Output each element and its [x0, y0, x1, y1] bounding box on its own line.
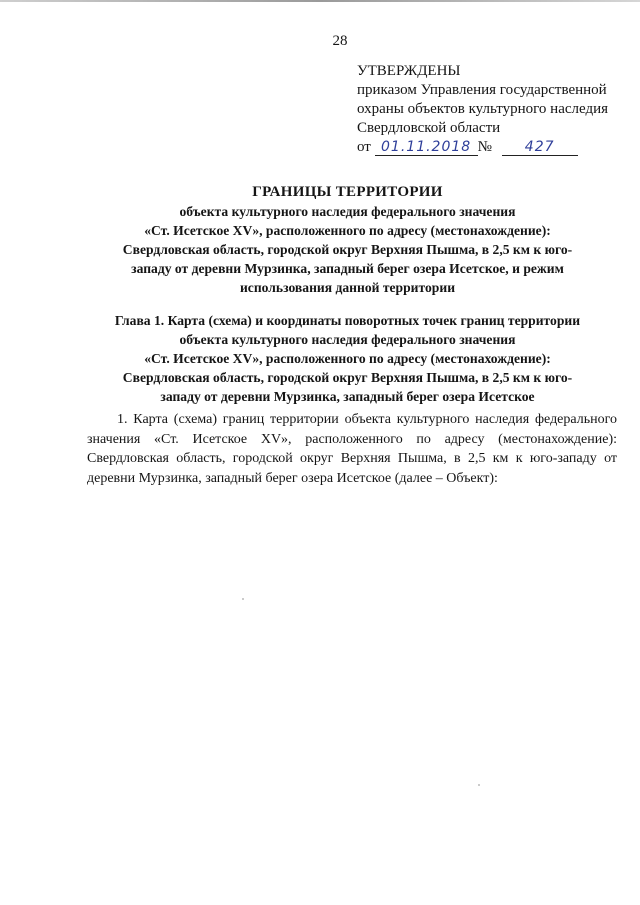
- approval-date-row: [357, 138, 632, 157]
- document-title: [80, 183, 615, 297]
- title-line: использования данной территории: [239, 280, 456, 295]
- page-number: 28: [332, 33, 348, 49]
- title-line: Свердловская область, городской округ Верхняя Пышма, в 2,5 км к юго-: [122, 242, 573, 257]
- approval-line-1: приказом Управления государственной: [357, 82, 607, 98]
- title-main: ГРАНИЦЫ ТЕРРИТОРИИ: [252, 184, 443, 200]
- title-line: объекта культурного наследия федерального значения: [179, 204, 516, 219]
- handwritten-order-number: 427: [502, 139, 578, 156]
- handwritten-date: 01.11.2018: [375, 139, 478, 156]
- paragraph-1: 1. Карта (схема) границ территории объекта культурного наследия федерального значения «Ст. Исетское XV», расположенного по адресу (местонахождение): Свердловская область, городской округ Верхняя Пышма, в 2,5 км к юго-западу от деревни Мурзинка, западный берег озера Исетское (далее – Объект):: [87, 412, 617, 486]
- approval-heading: УТВЕРЖДЕНЫ: [357, 63, 461, 79]
- scan-speck: [478, 784, 480, 786]
- chapter-line: объекта культурного наследия федерального значения: [179, 332, 516, 347]
- number-prefix: №: [477, 139, 492, 155]
- title-line: западу от деревни Мурзинка, западный берег озера Исетское, и режим: [131, 261, 564, 276]
- approval-line-3: Свердловской области: [357, 120, 501, 136]
- approval-stamp-block: [357, 62, 632, 157]
- chapter-line: западу от деревни Мурзинка, западный берег озера Исетское: [160, 389, 535, 404]
- chapter-heading: [80, 311, 615, 406]
- date-prefix: от: [357, 139, 371, 155]
- approval-line-2: охраны объектов культурного наследия: [357, 101, 609, 117]
- title-line: «Ст. Исетское XV», расположенного по адресу (местонахождение):: [144, 223, 551, 238]
- chapter-line: «Ст. Исетское XV», расположенного по адресу (местонахождение):: [144, 351, 551, 366]
- chapter-line: Глава 1. Карта (схема) и координаты поворотных точек границ территории: [114, 313, 581, 328]
- scan-speck: [242, 598, 244, 600]
- chapter-line: Свердловская область, городской округ Верхняя Пышма, в 2,5 км к юго-: [122, 370, 573, 385]
- scan-edge: [0, 0, 640, 2]
